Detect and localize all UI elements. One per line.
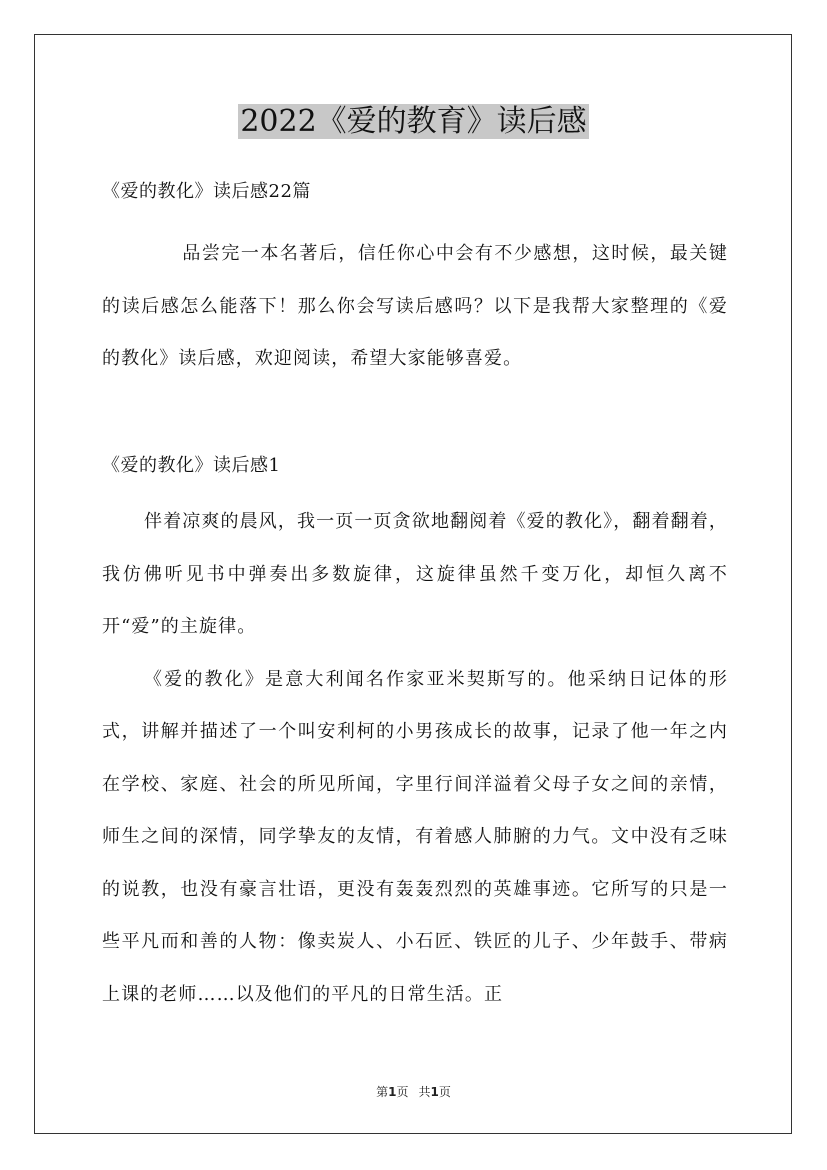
footer-page-number: 1 — [388, 1085, 397, 1099]
footer-page-suffix: 页 — [396, 1085, 409, 1099]
intro-paragraph — [102, 228, 728, 386]
footer-total-pages: 1 — [430, 1085, 439, 1099]
body-text — [102, 496, 728, 1021]
page-footer — [0, 1083, 827, 1101]
footer-total-suffix: 页 — [438, 1085, 451, 1099]
body-paragraph-2: 《爱的教化》是意大利闻名作家亚米契斯写的。他采纳日记体的形式，讲解并描述了一个叫安利柯的小男孩成长的故事，记录了他一年之内在学校、家庭、社会的所见所闻，字里行间洋溢着父母子女之间的亲情，师生之间的深情，同学挚友的友情，有着感人肺腑的力气。文中没有乏味的说教，也没有豪言壮语，更没有轰轰烈烈的英雄事迹。它所写的只是一些平凡而和善的人物：像卖炭人、小石匠、铁匠的儿子、少年鼓手、带病上课的老师……以及他们的平凡的日常生活。正 — [102, 668, 728, 1005]
body-paragraph-1: 伴着凉爽的晨风，我一页一页贪欲地翻阅着《爱的教化》，翻着翻着，我仿佛听见书中弹奏出多数旋律，这旋律虽然千变万化，却恒久离不开“爱”的主旋律。 — [102, 511, 728, 637]
document-title — [0, 100, 827, 144]
document-subtitle: 《爱的教化》读后感22篇 — [102, 181, 311, 202]
document-title-text: 2022《爱的教育》读后感 — [240, 104, 587, 139]
footer-page-prefix: 第 — [376, 1085, 389, 1099]
footer-total-prefix: 共 — [418, 1085, 431, 1099]
intro-text: 品尝完一本名著后，信任你心中会有不少感想，这时候，最关键的读后感怎么能落下！那么你会写读后感吗？以下是我帮大家整理的《爱的教化》读后感，欢迎阅读，希望大家能够喜爱。 — [102, 243, 728, 369]
section-heading: 《爱的教化》读后感1 — [102, 455, 281, 476]
